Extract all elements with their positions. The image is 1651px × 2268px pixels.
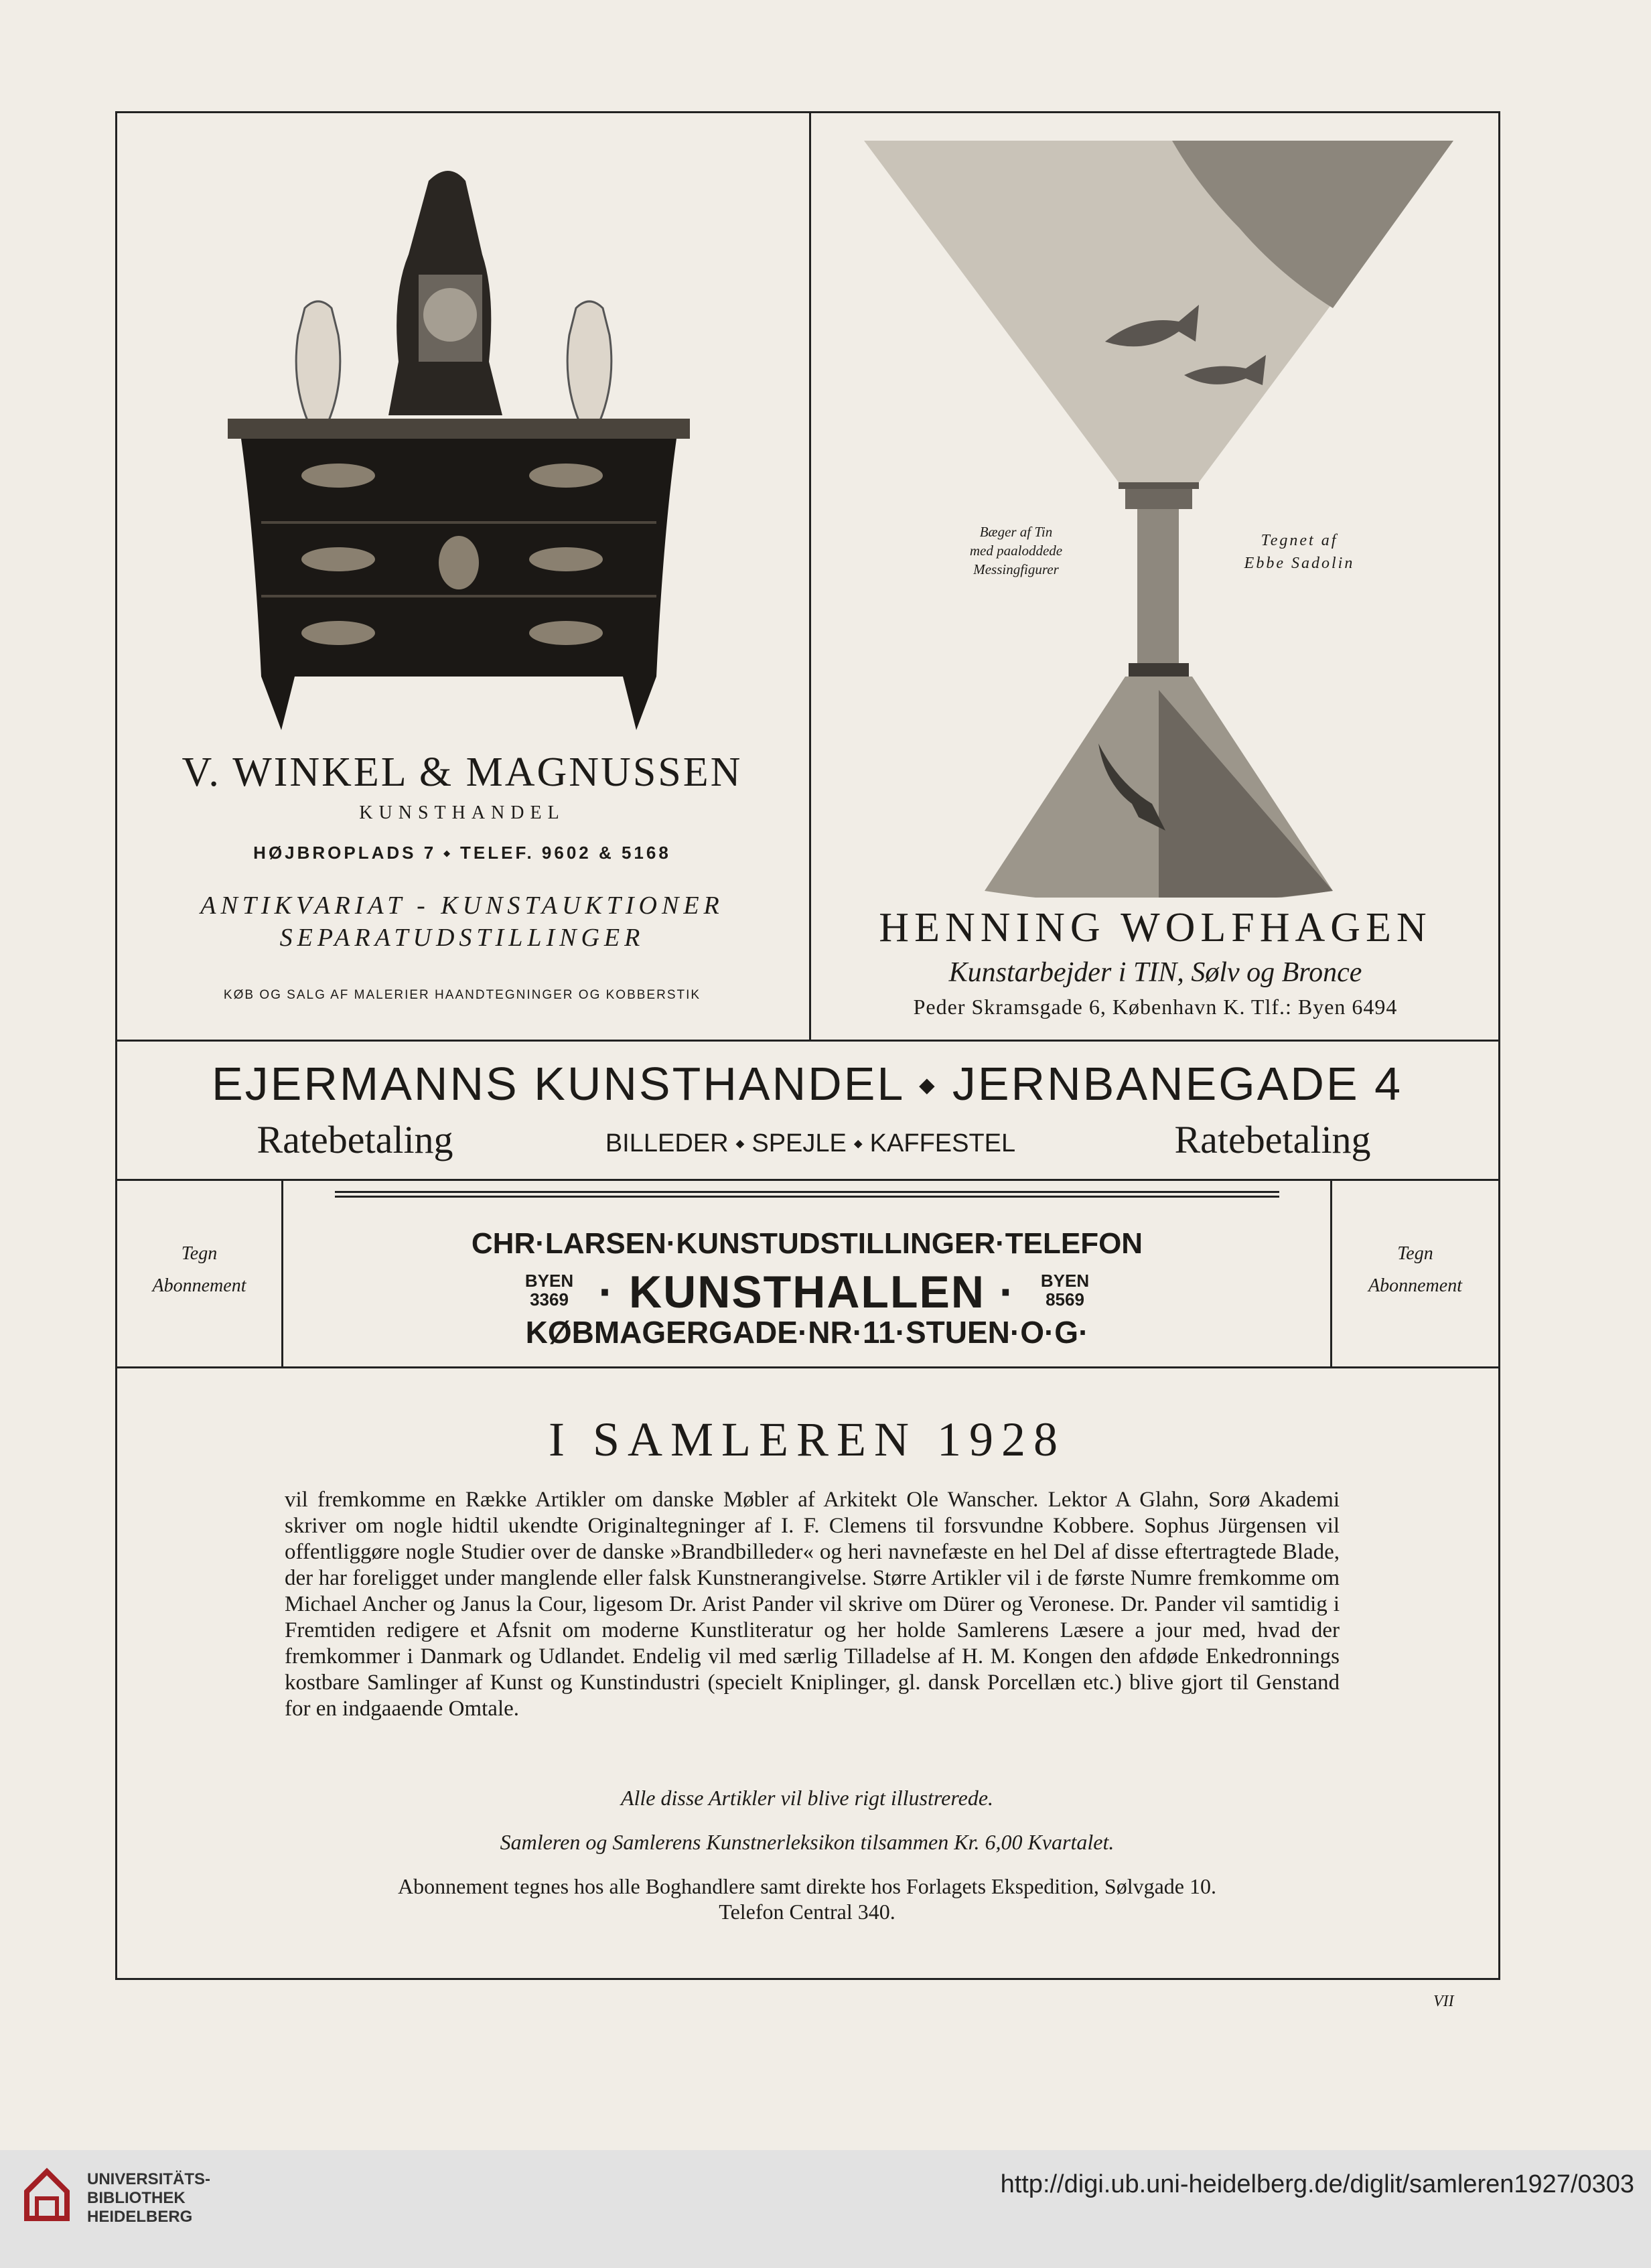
page-number: VII <box>1433 1993 1454 2010</box>
winkel-line3: KØB OG SALG AF MALERIER HAANDTEGNINGER OG KOBBERSTIK <box>223 988 701 1002</box>
divider <box>1330 1179 1332 1366</box>
winkel-line1: ANTIKVARIAT - KUNSTAUKTIONER <box>200 892 724 920</box>
commode-photo <box>228 161 697 737</box>
library-logo-icon <box>20 2165 74 2225</box>
kunsthallen-byen-left: BYEN 3369 <box>524 1271 574 1309</box>
subscribe-left: Tegn Abonnement <box>152 1243 246 1296</box>
footer-bar <box>0 2150 1651 2268</box>
caption-right: Tegnet af Ebbe Sadolin <box>1244 532 1355 572</box>
ejermann-left: Ratebetaling <box>257 1118 453 1161</box>
winkel-name: V. WINKEL & MAGNUSSEN <box>182 750 743 795</box>
caption-left: Bæger af Tin med paaloddede Messingfigurer <box>969 524 1063 577</box>
article-note3b: Telefon Central 340. <box>719 1900 895 1924</box>
wolfhagen-name: HENNING WOLFHAGEN <box>879 905 1432 950</box>
article-body <box>285 1487 1340 1722</box>
source-url[interactable]: http://digi.ub.uni-heidelberg.de/diglit/samleren1927/0303 <box>1000 2170 1634 2198</box>
divider <box>115 1366 1500 1368</box>
winkel-address: HØJBROPLADS 7 ⬩ TELEF. 9602 & 5168 <box>253 843 671 863</box>
wolfhagen-address: Peder Skramsgade 6, København K. Tlf.: Byen 6494 <box>913 995 1398 1019</box>
goblet-photo <box>864 141 1453 898</box>
subscribe-right: Tegn Abonnement <box>1368 1243 1462 1296</box>
divider <box>115 1179 1500 1181</box>
winkel-subtitle: KUNSTHANDEL <box>359 802 565 823</box>
kunsthallen-center: · KUNSTHALLEN · <box>598 1267 1016 1318</box>
ejermann-right: Ratebetaling <box>1174 1118 1371 1161</box>
article-title: I SAMLEREN 1928 <box>549 1413 1066 1466</box>
article-note1: Alle disse Artikler vil blive rigt illustrerede. <box>620 1786 994 1810</box>
library-name: UNIVERSITÄTS- BIBLIOTHEK HEIDELBERG <box>87 2170 211 2226</box>
kunsthallen-byen-right: BYEN 8569 <box>1040 1271 1090 1309</box>
kunsthallen-line3: KØBMAGERGADE·NR·11·STUEN·O·G· <box>525 1315 1089 1350</box>
article-note2: Samleren og Samlerens Kunstnerleksikon tilsammen Kr. 6,00 Kvartalet. <box>500 1830 1115 1854</box>
article-note3a: Abonnement tegnes hos alle Boghandlere samt direkte hos Forlagets Ekspedition, Sølvgade 10. <box>398 1874 1216 1898</box>
divider <box>281 1179 283 1366</box>
article-paragraph: vil fremkomme en Række Artikler om danske Møbler af Arkitekt Ole Wanscher. Lektor A Glahn, Sorø Akademi skriver om nogle hidtil ukendte Originaltegninger af I. F. Clemens til forsvundne Kobbere. Sophus Jürgensen vil offentliggøre nogle Studier over de danske »Brandbilleder« og heri navnefæste en hel Del af disse eftertragtede Blade, der har foreligget under manglende eller falsk Kunstnerangivelse. Større Artikler vil i de første Numre fremkomme om Michael Ancher og Janus la Cour, ligesom Dr. Arist Pander vil skrive om Dürer og Veronese. Dr. Pander vil samtidig i Fremtiden redigere et Afsnit om moderne Kunstliteratur og her holde Samlerens Læsere a jour med, hvad der fremkommer i Danmark og Udlandet. Endelig vil med særlig Tilladelse af H. M. Kongen den afdøde Enkedronnings kostbare Samlinger af Kunst og Kunstindustri (specielt Kniplinger, gl. dansk Porcellæn etc.) blive gjort til Genstand for en indgaaende Omtale. <box>285 1488 1340 1721</box>
divider <box>809 111 811 1040</box>
kunsthallen-line1: CHR·LARSEN·KUNSTUDSTILLINGER·TELEFON <box>471 1227 1143 1260</box>
winkel-line2: SEPARATUDSTILLINGER <box>279 924 645 952</box>
divider <box>115 1040 1500 1042</box>
ejermann-middle: BILLEDER ⬩ SPEJLE ⬩ KAFFESTEL <box>605 1129 1016 1157</box>
ejermann-headline: EJERMANNS KUNSTHANDEL ⬩ JERNBANEGADE 4 <box>211 1058 1403 1110</box>
wolfhagen-tagline: Kunstarbejder i TIN, Sølv og Bronce <box>948 957 1362 988</box>
